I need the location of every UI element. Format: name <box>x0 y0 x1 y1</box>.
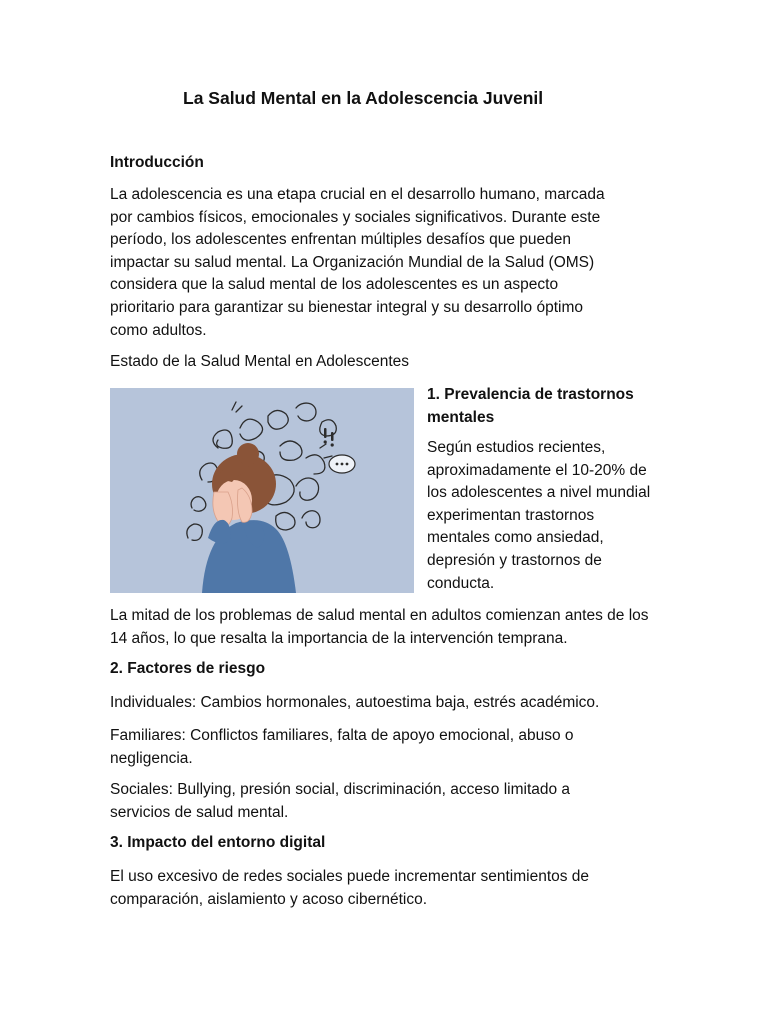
stressed-teen-icon <box>110 388 414 593</box>
section1-followup: La mitad de los problemas de salud mental en adultos comienzan antes de los 14 años, lo que resalta la importancia de la intervención temprana. <box>110 607 649 647</box>
section1-paragraph: Según estudios recientes, aproximadamente el 10-20% de los adolescentes a nivel mundial experimentan trastornos mentales como ansiedad, depresión y trastornos de conducta. <box>427 439 651 592</box>
intro-paragraph: La adolescencia es una etapa crucial en el desarrollo humano, marcada por cambios físicos, emocionales y sociales significativos. Durante este período, los adolescentes enfrentan múltiples desafíos que pueden impactar su salud mental. La Organización Mundial de la Salud (OMS) considera que la salud mental de los adolescentes es un aspecto prioritario para garantizar su bienestar integral y su desarrollo óptimo como adultos. <box>110 186 605 339</box>
section1-heading: 1. Prevalencia de trastornos mentales <box>427 386 634 426</box>
risk-social: Sociales: Bullying, presión social, discriminación, acceso limitado a servicios de salud mental. <box>110 781 571 821</box>
intro-heading: Introducción <box>110 154 204 171</box>
section2-heading: 2. Factores de riesgo <box>110 660 266 677</box>
state-heading: Estado de la Salud Mental en Adolescentes <box>110 353 410 370</box>
speech-bubble <box>329 455 355 473</box>
section3-paragraph: El uso excesivo de redes sociales puede incrementar sentimientos de comparación, aislamiento y acoso cibernético. <box>110 868 590 908</box>
risk-family: Familiares: Conflictos familiares, falta de apoyo emocional, abuso o negligencia. <box>110 727 574 767</box>
stressed-teen-illustration <box>110 388 414 593</box>
section3-heading: 3. Impacto del entorno digital <box>110 834 326 851</box>
hair-bun <box>237 443 259 465</box>
risk-individual: Individuales: Cambios hormonales, autoestima baja, estrés académico. <box>110 694 600 711</box>
document-title: La Salud Mental en la Adolescencia Juvenil <box>183 88 544 108</box>
